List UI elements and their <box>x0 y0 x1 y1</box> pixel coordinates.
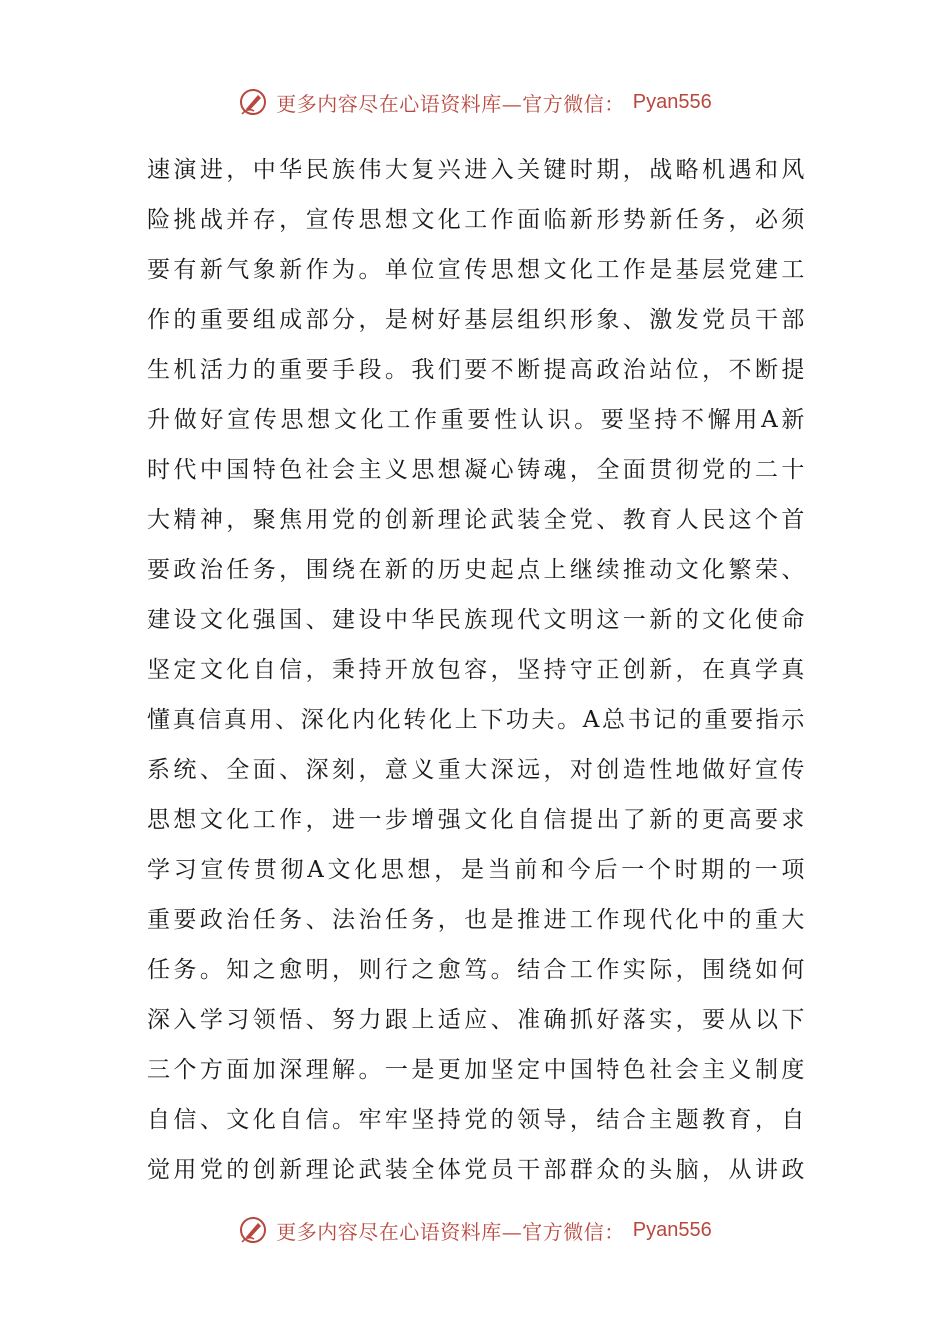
text-line: 觉用党的创新理论武装全体党员干部群众的头脑，从讲政 <box>147 1157 807 1183</box>
text-line: 懂真信真用、深化内化转化上下功夫。A总书记的重要指示 <box>147 707 807 733</box>
text-line: 时代中国特色社会主义思想凝心铸魂，全面贯彻党的二十 <box>147 457 807 483</box>
body-text <box>147 145 807 1195</box>
banner-text: 更多内容尽在心语资料库—官方微信： <box>276 1219 625 1244</box>
text-line: 生机活力的重要手段。我们要不断提高政治站位，不断提 <box>147 357 807 383</box>
text-line: 重要政治任务、法治任务，也是推进工作现代化中的重大 <box>147 907 807 933</box>
text-line: 三个方面加深理解。一是更加坚定中国特色社会主义制度 <box>147 1057 807 1083</box>
header-banner <box>0 82 950 122</box>
pen-logo-icon <box>238 87 268 117</box>
banner-handle: Pyan556 <box>632 1218 712 1241</box>
text-line: 要政治任务，围绕在新的历史起点上继续推动文化繁荣、 <box>147 557 807 583</box>
pen-logo-icon <box>238 1215 268 1245</box>
text-line: 坚定文化自信，秉持开放包容，坚持守正创新，在真学真 <box>147 657 807 683</box>
text-line: 系统、全面、深刻，意义重大深远，对创造性地做好宣传 <box>147 757 807 783</box>
text-line: 作的重要组成部分，是树好基层组织形象、激发党员干部 <box>147 307 807 333</box>
text-line: 思想文化工作，进一步增强文化自信提出了新的更高要求 <box>147 807 807 833</box>
banner-handle: Pyan556 <box>632 90 712 113</box>
footer-banner <box>0 1210 950 1250</box>
text-line: 任务。知之愈明，则行之愈笃。结合工作实际，围绕如何 <box>147 957 807 983</box>
text-line: 要有新气象新作为。单位宣传思想文化工作是基层党建工 <box>147 257 807 283</box>
text-line: 升做好宣传思想文化工作重要性认识。要坚持不懈用A新 <box>147 407 807 433</box>
text-line: 自信、文化自信。牢牢坚持党的领导，结合主题教育，自 <box>147 1107 807 1133</box>
text-line: 学习宣传贯彻A文化思想，是当前和今后一个时期的一项 <box>147 857 807 883</box>
text-line: 深入学习领悟、努力跟上适应、准确抓好落实，要从以下 <box>147 1007 807 1033</box>
text-line: 建设文化强国、建设中华民族现代文明这一新的文化使命 <box>147 607 807 633</box>
text-line: 大精神，聚焦用党的创新理论武装全党、教育人民这个首 <box>147 507 807 533</box>
text-line: 险挑战并存，宣传思想文化工作面临新形势新任务，必须 <box>147 207 807 233</box>
banner-text: 更多内容尽在心语资料库—官方微信： <box>276 91 625 116</box>
text-line: 速演进，中华民族伟大复兴进入关键时期，战略机遇和风 <box>147 157 807 183</box>
